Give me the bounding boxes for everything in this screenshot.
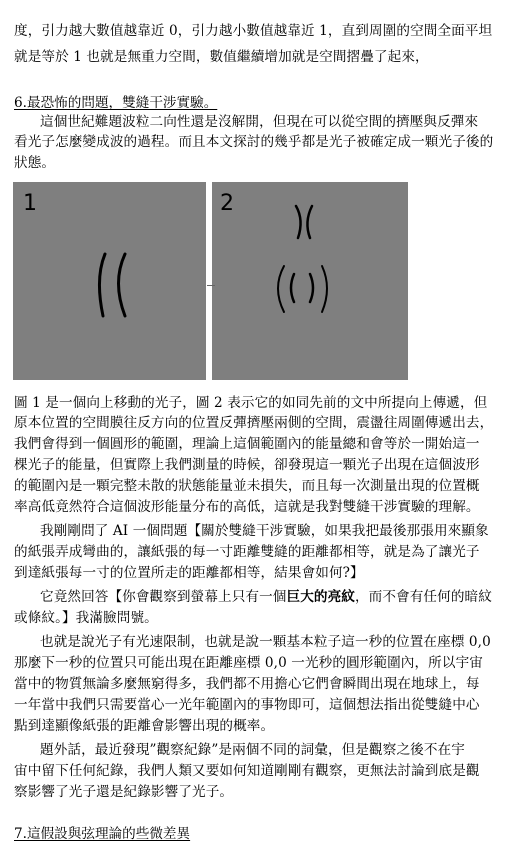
figure-1-left-arc — [99, 254, 105, 316]
figure-2-inner-left-arc — [291, 274, 294, 302]
para6-line-2: 宙中留下任何紀錄，我們人類又要如何知道剛剛有觀察，更無法討論到底是觀 — [14, 763, 480, 779]
figure-1-photon — [13, 182, 206, 380]
para4-answer-post: ，而不會有任何的暗紋 — [354, 589, 492, 605]
para4-line-1 — [40, 588, 492, 606]
para4-answer-bold: 巨大的亮紋 — [286, 589, 355, 605]
para5-line-4: 一年當中我們只需要當心一光年範圍內的事物即可，這個想法指出從雙縫中心 — [14, 697, 480, 713]
para5-line-2: 那麼下一秒的位置只可能出現在距離座標 0,0 一光秒的圓形範圍內，所以宇宙 — [14, 655, 483, 671]
figure-2-outer-right-arc — [322, 266, 327, 312]
figure-1-right-arc — [119, 254, 126, 316]
figure-connector — [207, 285, 215, 286]
para4-line-2: 或條紋。】我滿臉問號。 — [14, 610, 158, 626]
para5-line-3: 當中的物質無論多麼無窮得多，我們都不用擔心它們會瞬間出現在地球上，每 — [14, 676, 480, 692]
para1-line-1: 這個世紀難題波粒二向性還是沒解開，但現在可以從空間的擠壓與反彈來 — [40, 114, 479, 130]
para5-line-1: 也就是說光子有光速限制，也就是說一顆基本粒子這一秒的位置在座標 0,0 — [40, 634, 491, 650]
figure-2-wave — [212, 182, 408, 380]
section-7-heading: 7.這假設與弦理論的些微差異 — [14, 826, 191, 842]
para2-line-2: 原本位置的空間膜往反方向的位置反彈擠壓兩側的空間，震盪往周圍傳遞出去， — [14, 415, 494, 431]
figure-2-label: 2 — [220, 191, 234, 216]
intro-line-1: 度，引力越大數值越靠近 0，引力越小數值越靠近 1，直到周圍的空間全面平坦 — [14, 23, 493, 39]
figure-2-top-left-arc — [296, 206, 301, 238]
para3-line-3: 到達紙張每一寸的位置所走的距離都相等，結果會如何?】 — [14, 565, 364, 581]
para2-line-1: 圖 1 是一個向上移動的光子，圖 2 表示它的如同先前的文中所提向上傳遞，但 — [14, 395, 488, 411]
figure-1-label: 1 — [23, 191, 37, 216]
figure-2-top-right-arc — [307, 206, 312, 238]
para2-line-6: 率高低竟然符合這個波形能量分布的高低，這就是我對雙縫干涉實驗的理解。 — [14, 499, 480, 515]
para3-line-1: 我剛剛問了 AI 一個問題【關於雙縫干涉實驗，如果我把最後那張用來顯象 — [40, 523, 489, 539]
para2-line-5: 的範圍內是一顆完整未散的狀態能量並未損失，而且每一次測量出現的位置概 — [14, 478, 480, 494]
section-6-heading: 6.最恐怖的問題，雙縫干涉實驗。 — [14, 95, 218, 111]
para4-answer-pre: 它竟然回答【你會觀察到螢幕上只有一個 — [40, 589, 287, 605]
para5-line-5: 點到達顯像紙張的距離會影響出現的概率。 — [14, 718, 275, 734]
figure-1-drawing — [13, 182, 206, 380]
para2-line-3: 我們會得到一個圓形的範圍，理論上這個範圍內的能量總和會等於一開始這一 — [14, 436, 480, 452]
para6-line-3: 察影響了光子還是紀錄影響了光子。 — [14, 784, 234, 800]
para1-line-2: 看光子怎麼變成波的過程。而且本文探討的幾乎都是光子被確定成一顆光子後的 — [14, 134, 494, 150]
para2-line-4: 棵光子的能量，但實際上我們測量的時候，卻發現這一顆光子出現在這個波形 — [14, 457, 480, 473]
figure-2-outer-left-arc — [278, 266, 284, 312]
intro-line-2: 就是等於 1 也就是無重力空間，數值繼續增加就是空間摺疊了起來， — [14, 49, 429, 65]
figure-2-inner-right-arc — [310, 274, 313, 302]
para6-line-1: 題外話，最近發現”觀察紀錄”是兩個不同的詞彙，但是觀察之後不在宇 — [40, 742, 465, 758]
figure-2-drawing — [212, 182, 408, 380]
para3-line-2: 的紙張弄成彎曲的，讓紙張的每一寸距離雙縫的距離都相等，就是為了讓光子 — [14, 544, 480, 560]
para1-line-3: 狀態。 — [14, 155, 56, 171]
